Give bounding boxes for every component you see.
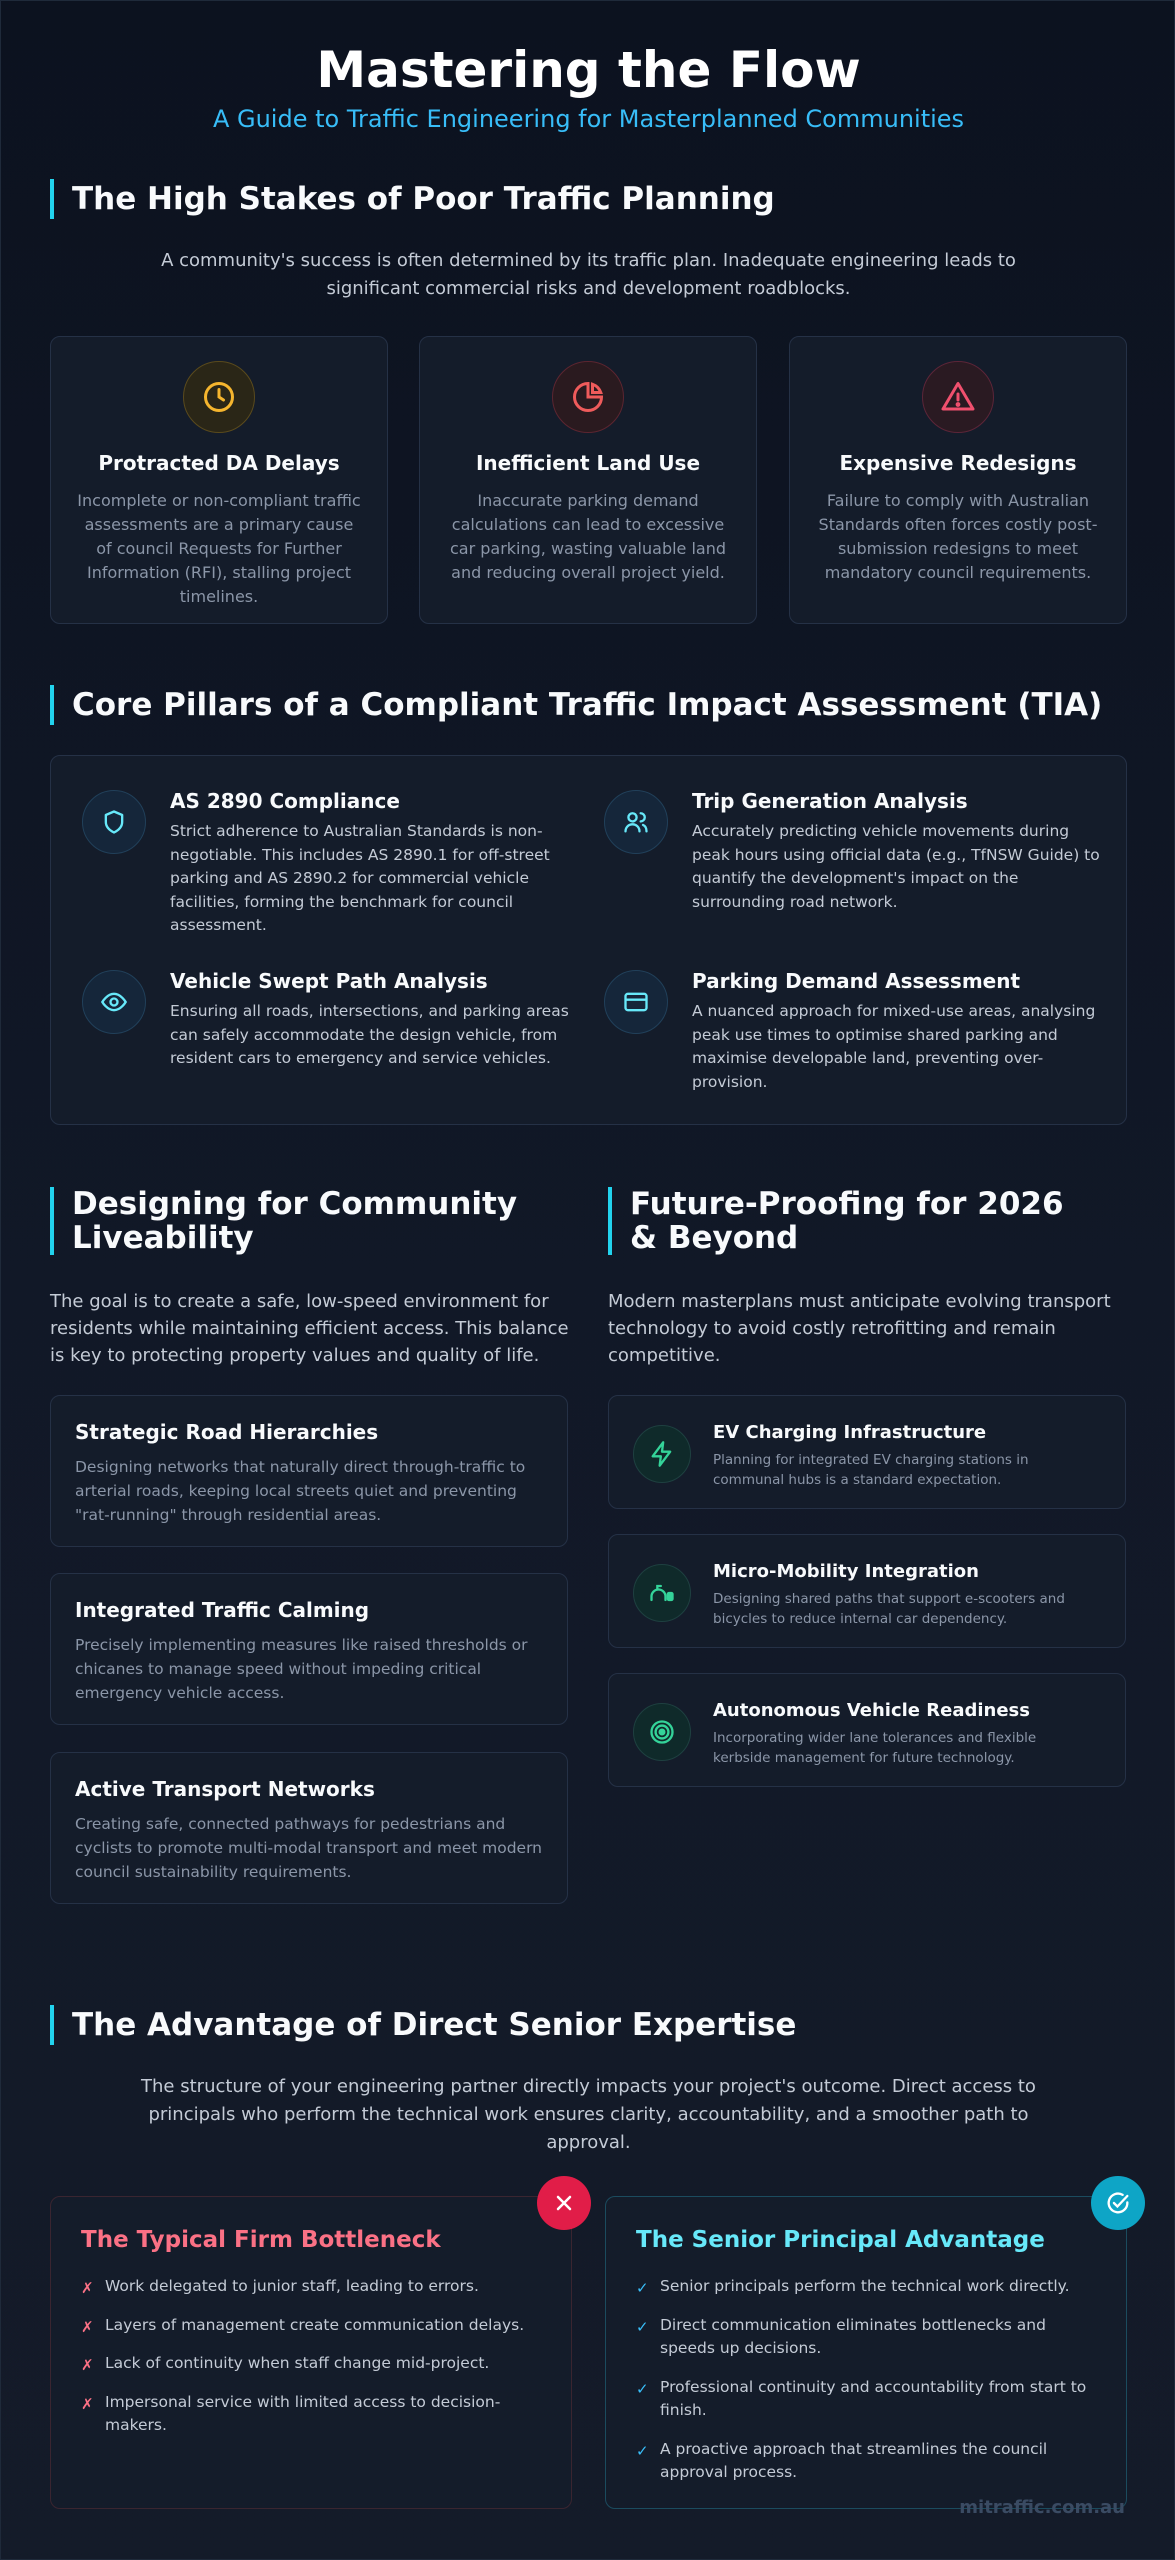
advantage-intro: The structure of your engineering partner directly impacts your project's outcome. Direct access to principals who perform the technical work ensures clarity, accountability, and a smoother path to approval. (141, 2076, 1036, 2153)
stakes-intro: A community's success is often determined by its traffic plan. Inadequate engineering leads to significant commercial risks and development roadblocks. (161, 250, 1016, 299)
advantage-heading: The Advantage of Direct Senior Expertise (50, 2005, 796, 2045)
pillar-text: Accurately predicting vehicle movements during peak hours using official data (e.g., TfNSW Guide) to quantify the development's impact on the surrounding road network. (692, 822, 1100, 911)
bottleneck-card (50, 2196, 572, 2509)
list-item: ✗ Impersonal service with limited access to decision-makers. (81, 2392, 501, 2434)
liveability-card (50, 1573, 568, 1725)
page-title: Mastering the Flow (316, 41, 861, 99)
senior-title: The Senior Principal Advantage (636, 2227, 1045, 2253)
future-card-title: Micro-Mobility Integration (713, 1561, 979, 1582)
eye-icon (82, 970, 146, 1034)
check-icon: ✓ (636, 2379, 649, 2398)
stake-title: Protracted DA Delays (98, 451, 340, 475)
stake-card (419, 336, 757, 624)
pillar-text: Ensuring all roads, intersections, and parking areas can safely accommodate the design vehicle, from resident cars to emergency and service vehicles. (170, 1002, 569, 1067)
pillar-text: A nuanced approach for mixed-use areas, analysing peak use times to optimise shared parking and maximise developable land, preventing over-provision. (692, 1002, 1096, 1091)
cross-icon: ✗ (81, 2394, 94, 2413)
liveability-card (50, 1395, 568, 1547)
lightning-icon (633, 1425, 691, 1483)
future-card-title: EV Charging Infrastructure (713, 1422, 987, 1443)
pillar-title: AS 2890 Compliance (170, 789, 400, 813)
list-item: ✗ Lack of continuity when staff change mid-project. (81, 2352, 541, 2376)
site-footer: mitraffic.com.au (959, 2497, 1125, 2518)
pillar-title: Vehicle Swept Path Analysis (170, 969, 488, 993)
warning-icon (922, 361, 994, 433)
page-subtitle: A Guide to Traffic Engineering for Masterplanned Communities (212, 105, 965, 133)
list-item: ✗ Work delegated to junior staff, leading to errors. (81, 2275, 541, 2299)
liveability-intro: The goal is to create a safe, low-speed environment for residents while maintaining efficient access. This balance is key to protecting property values and quality of life. (50, 1291, 569, 1366)
pillars-panel (50, 755, 1127, 1125)
future-card (608, 1673, 1126, 1787)
future-card-text: Planning for integrated EV charging stations in communal hubs is a standard expectation. (713, 1452, 1029, 1488)
check-icon: ✓ (636, 2441, 649, 2460)
stake-title: Expensive Redesigns (839, 451, 1077, 475)
future-card (608, 1395, 1126, 1509)
liveability-heading: Designing for Community Liveability (50, 1187, 542, 1255)
pillar-title: Trip Generation Analysis (692, 789, 968, 813)
shield-icon (82, 790, 146, 854)
future-heading: Future-Proofing for 2026 & Beyond (608, 1187, 1100, 1255)
cross-icon: ✗ (81, 2356, 94, 2374)
liveability-card-title: Active Transport Networks (75, 1777, 375, 1801)
liveability-card-text: Creating safe, connected pathways for pedestrians and cyclists to promote multi-modal transport and meet modern council sustainability requirements. (75, 1815, 542, 1881)
stake-title: Inefficient Land Use (475, 451, 701, 475)
scooter-icon (633, 1564, 691, 1622)
future-card-text: Incorporating wider lane tolerances and flexible kerbside management for future technology. (713, 1730, 1037, 1766)
target-icon (633, 1703, 691, 1761)
list-item: ✓ Direct communication eliminates bottlenecks and speeds up decisions. (636, 2315, 1046, 2357)
pillar-title: Parking Demand Assessment (692, 969, 1021, 993)
bottleneck-title: The Typical Firm Bottleneck (81, 2227, 441, 2253)
pillar-text: Strict adherence to Australian Standards is non-negotiable. This includes AS 2890.1 for off-street parking and AS 2890.2 for commercial vehicle facilities, forming the benchmark for council assessment. (170, 822, 550, 934)
liveability-card-title: Integrated Traffic Calming (75, 1598, 370, 1622)
future-card (608, 1534, 1126, 1648)
stake-text: Incomplete or non-compliant traffic assessments are a primary cause of council Requests for Further Information (RFI), stalling project timelines. (77, 491, 361, 606)
liveability-card (50, 1752, 568, 1904)
stake-text: Inaccurate parking demand calculations can lead to excessive car parking, wasting valuable land and reducing overall project yield. (449, 491, 727, 582)
list-item: ✓ A proactive approach that streamlines the council approval process. (636, 2439, 1048, 2481)
stake-text: Failure to comply with Australian Standards often forces costly post-submission redesigns to meet mandatory council requirements. (818, 491, 1098, 582)
pie-chart-icon (552, 361, 624, 433)
pillars-heading: Core Pillars of a Compliant Traffic Impact Assessment (TIA) (50, 685, 1102, 725)
cross-icon: ✗ (81, 2279, 94, 2297)
senior-list (636, 2275, 1096, 2500)
stake-card (789, 336, 1127, 624)
check-icon: ✓ (636, 2317, 649, 2336)
bottleneck-list (81, 2275, 541, 2453)
list-item: ✓ Senior principals perform the technical work directly. (636, 2275, 1096, 2299)
cross-icon: ✗ (81, 2317, 94, 2336)
list-item: ✗ Layers of management create communication delays. (81, 2314, 541, 2338)
stakes-heading: The High Stakes of Poor Traffic Planning (50, 179, 775, 219)
future-card-text: Designing shared paths that support e-scooters and bicycles to reduce internal car dependency. (713, 1591, 1065, 1627)
stake-card (50, 336, 388, 624)
clock-icon (183, 361, 255, 433)
close-icon (537, 2176, 591, 2230)
check-icon: ✓ (636, 2279, 649, 2297)
check-circle-icon (1091, 2176, 1145, 2230)
future-card-title: Autonomous Vehicle Readiness (713, 1700, 1030, 1721)
liveability-card-text: Designing networks that naturally direct through-traffic to arterial roads, keeping local streets quiet and preventing "rat-running" through residential areas. (75, 1458, 526, 1524)
senior-card (605, 2196, 1127, 2509)
users-icon (604, 790, 668, 854)
liveability-card-title: Strategic Road Hierarchies (75, 1420, 379, 1444)
future-intro: Modern masterplans must anticipate evolving transport technology to avoid costly retrofitting and remain competitive. (608, 1291, 1111, 1366)
card-icon (604, 970, 668, 1034)
liveability-card-text: Precisely implementing measures like raised thresholds or chicanes to manage speed without impeding critical emergency vehicle access. (75, 1636, 528, 1702)
list-item: ✓ Professional continuity and accountability from start to finish. (636, 2377, 1087, 2419)
